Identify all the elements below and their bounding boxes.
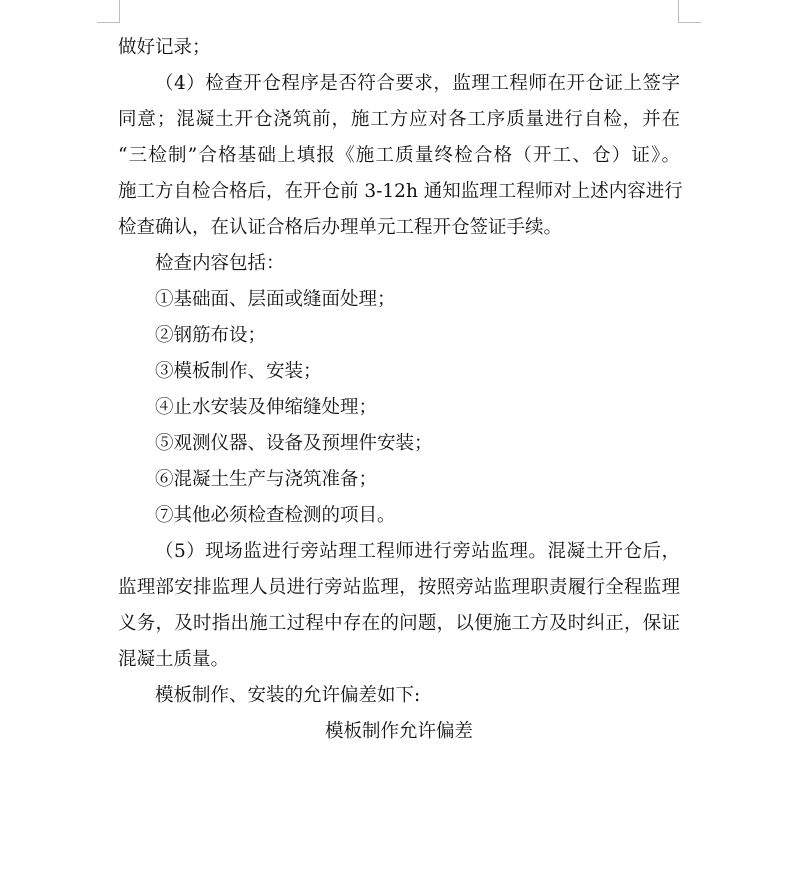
text-line: 监理部安排监理人员进行旁站监理，按照旁站监理职责履行全程监理 (118, 577, 680, 598)
page-corner-mark-top-left (97, 0, 120, 23)
text-line: “三检制”合格基础上填报《施工质量终检合格（开工、仓）证》。 (118, 145, 680, 166)
list-item: ③模板制作、安装； (155, 361, 322, 382)
text-line: 检查确认，在认证合格后办理单元工程开仓签证手续。 (118, 217, 563, 238)
list-item: ①基础面、层面或缝面处理； (155, 289, 396, 310)
text-line: 同意；混凝土开仓浇筑前，施工方应对各工序质量进行自检，并在 (118, 109, 680, 130)
paragraph-4-start: （4）检查开仓程序是否符合要求，监理工程师在开仓证上签字 (155, 73, 680, 94)
list-item: ⑥混凝土生产与浇筑准备； (155, 469, 378, 490)
text-line: 施工方自检合格后，在开仓前 3-12h 通知监理工程师对上述内容进行 (118, 181, 683, 202)
list-item: ⑦其他必须检查检测的项目。 (155, 505, 396, 526)
table-caption: 模板制作允许偏差 (324, 721, 473, 742)
list-item: ②钢筋布设； (155, 325, 267, 346)
page-corner-mark-top-right (678, 0, 701, 23)
text-line: 模板制作、安装的允许偏差如下: (155, 685, 421, 706)
document-body (118, 30, 683, 750)
text-line: 做好记录； (118, 37, 211, 58)
check-contents-heading: 检查内容包括： (155, 253, 285, 274)
text-line: 义务，及时指出施工过程中存在的问题，以便施工方及时纠正，保证 (118, 613, 680, 634)
list-item: ④止水安装及伸缩缝处理； (155, 397, 378, 418)
list-item: ⑤观测仪器、设备及预埋件安装； (155, 433, 433, 454)
paragraph-5-start: （5）现场监进行旁站理工程师进行旁站监理。混凝土开仓后， (155, 541, 680, 562)
text-line: 混凝土质量。 (118, 649, 230, 670)
